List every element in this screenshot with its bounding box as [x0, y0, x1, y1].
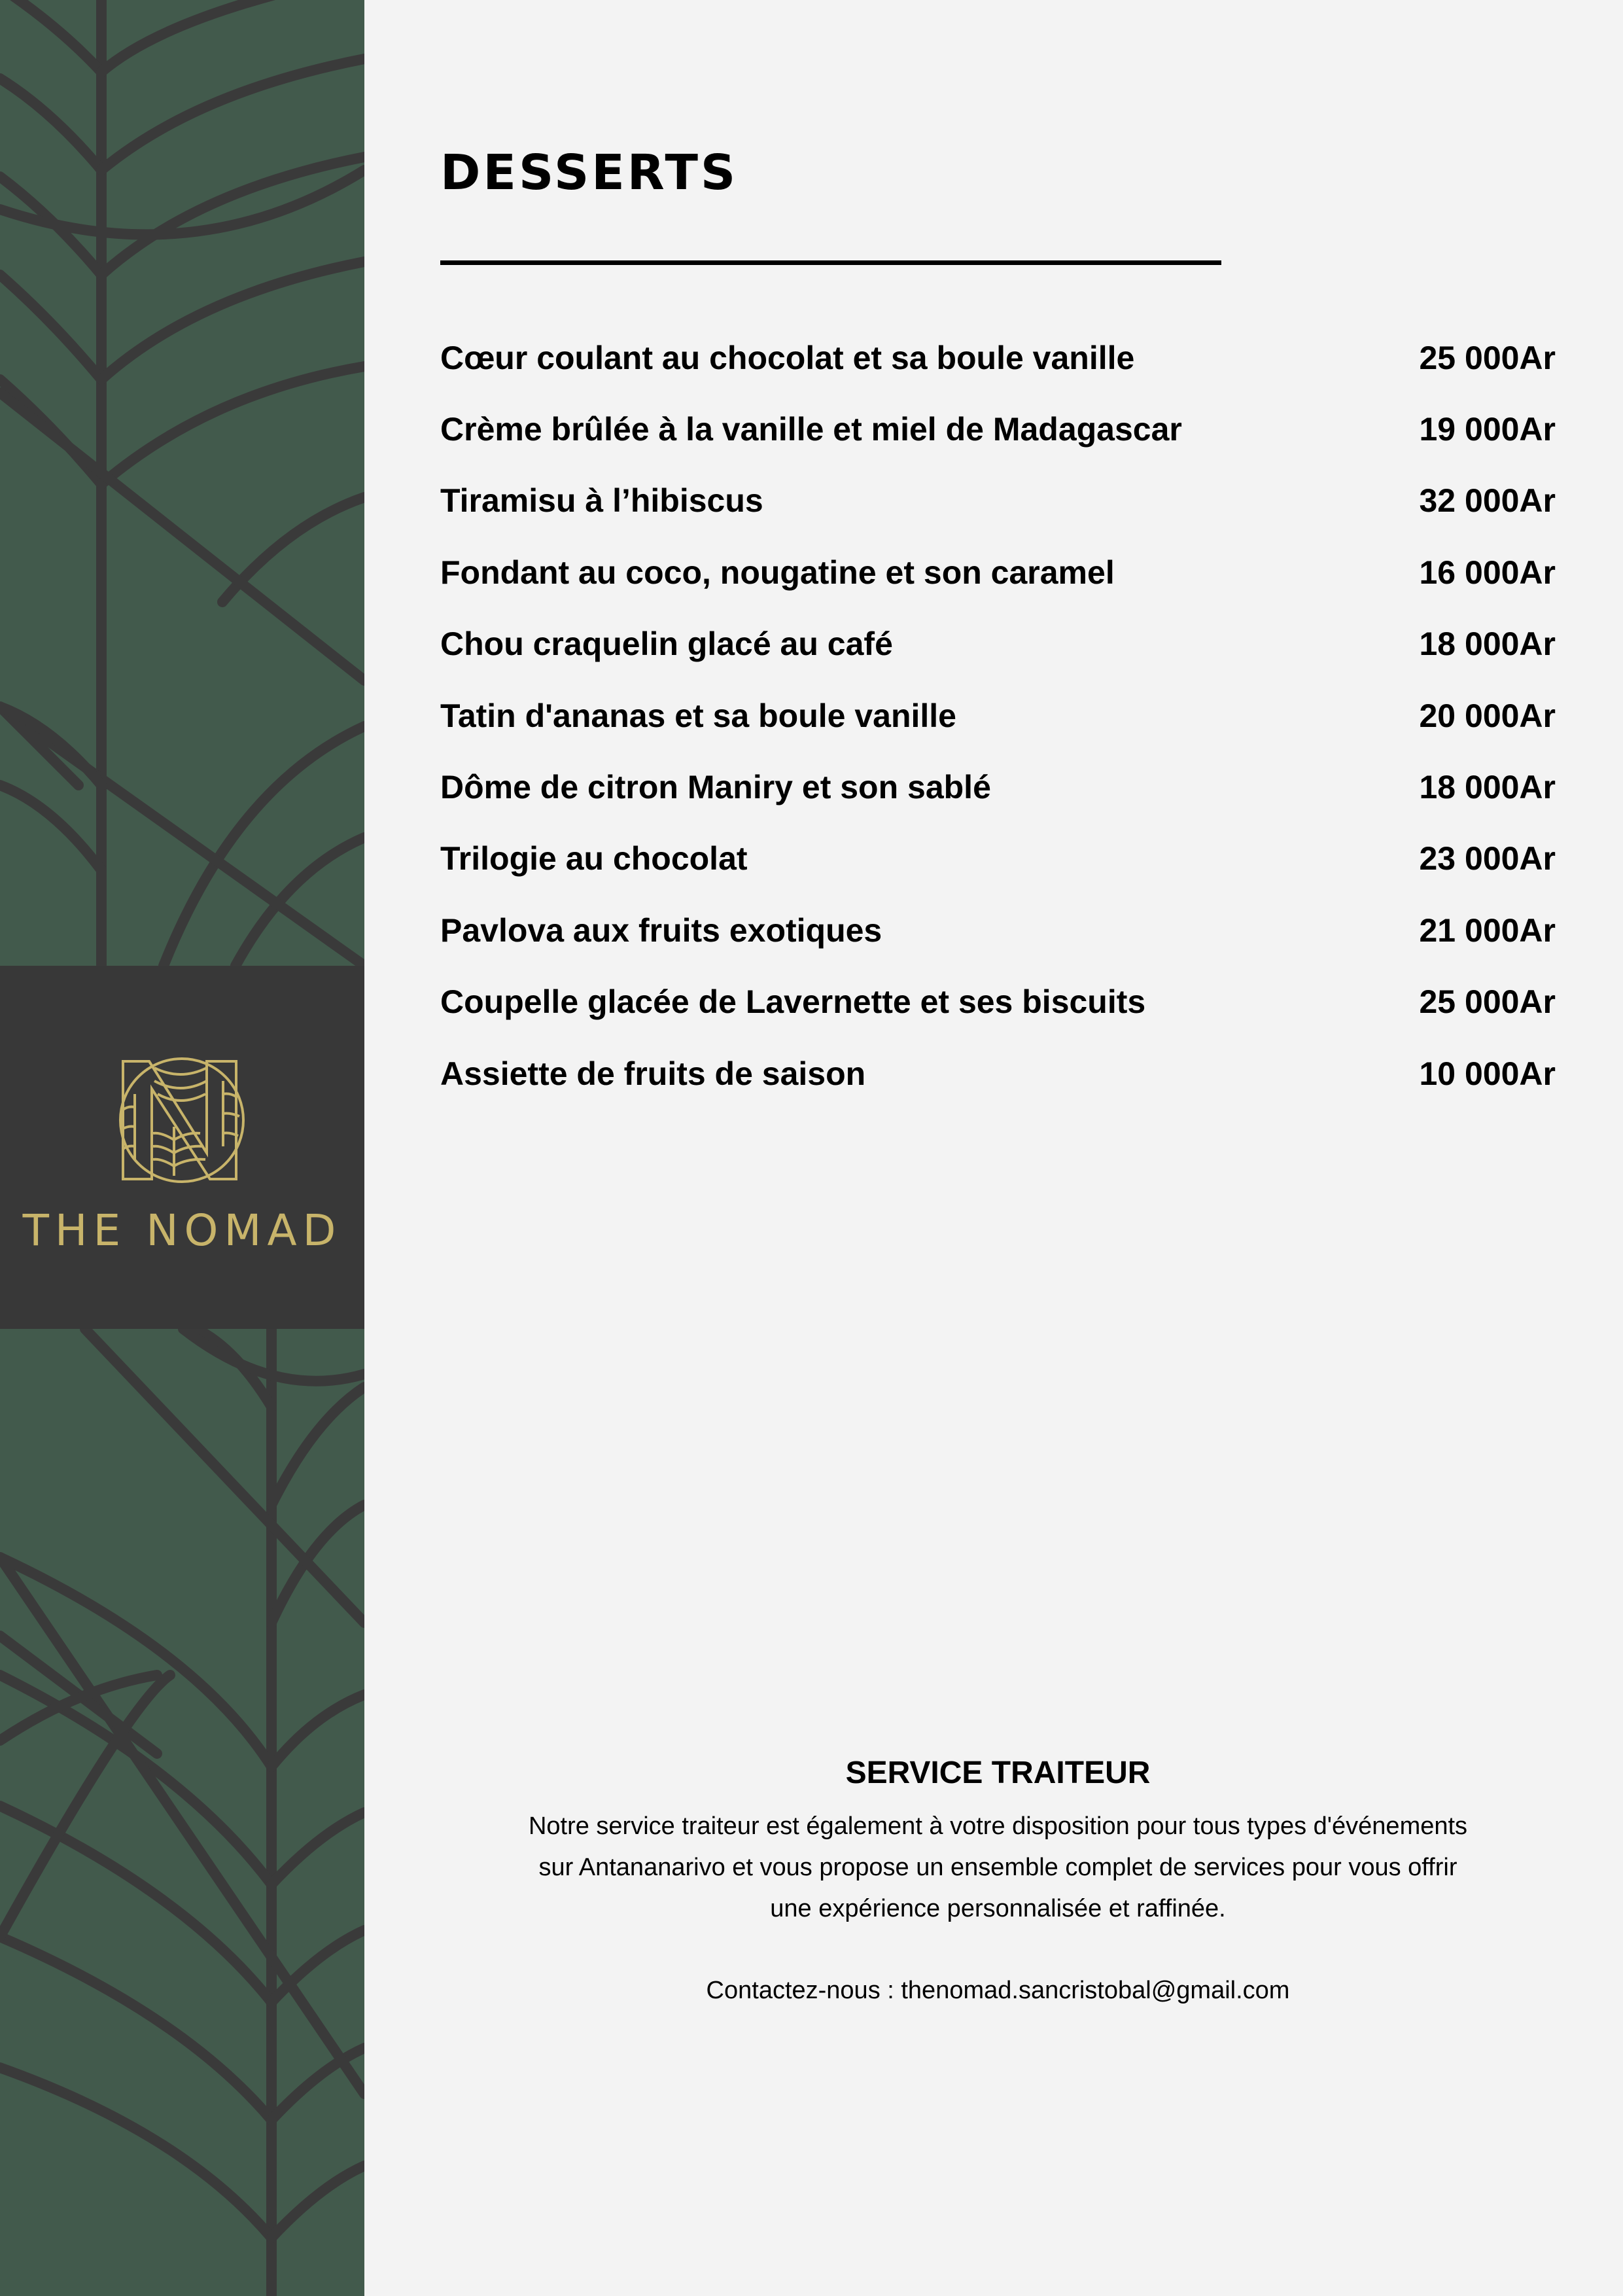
menu-item-price: 23 000Ar: [1419, 840, 1556, 877]
menu-item: [440, 465, 1556, 537]
menu-item: [440, 966, 1556, 1038]
catering-title: SERVICE TRAITEUR: [845, 1756, 1151, 1790]
dessert-menu-list: [440, 322, 1556, 1109]
brand-name: THE NOMAD: [22, 1205, 342, 1256]
menu-item-price: 21 000Ar: [1419, 911, 1556, 949]
menu-item-name: Tiramisu à l’hibiscus: [440, 482, 763, 520]
menu-item-name: Chou craquelin glacé au café: [440, 626, 893, 663]
menu-item-name: Fondant au coco, nougatine et son caramel: [440, 554, 1115, 591]
menu-item-name: Coupelle glacée de Lavernette et ses biscuits: [440, 983, 1146, 1021]
menu-item: [440, 823, 1556, 894]
menu-item-name: Assiette de fruits de saison: [440, 1055, 866, 1092]
menu-item: [440, 322, 1556, 393]
menu-item-price: 25 000Ar: [1419, 339, 1556, 376]
menu-item: [440, 894, 1556, 966]
page-title: DESSERTS: [440, 145, 739, 201]
menu-item: [440, 751, 1556, 822]
menu-item-price: 32 000Ar: [1419, 482, 1556, 520]
menu-item-price: 25 000Ar: [1419, 983, 1556, 1021]
title-divider: [440, 260, 1221, 265]
menu-item-price: 18 000Ar: [1419, 769, 1556, 806]
menu-item-price: 16 000Ar: [1419, 554, 1556, 591]
catering-line: sur Antananarivo et vous propose un ensemble complet de services pour vous offrir: [538, 1854, 1457, 1881]
menu-item-price: 10 000Ar: [1419, 1055, 1556, 1092]
menu-item-name: Dôme de citron Maniry et son sablé: [440, 769, 991, 806]
menu-item-price: 18 000Ar: [1419, 626, 1556, 663]
menu-item-name: Pavlova aux fruits exotiques: [440, 911, 882, 949]
menu-item-name: Tatin d'ananas et sa boule vanille: [440, 697, 956, 734]
catering-line: une expérience personnalisée et raffinée.: [770, 1895, 1226, 1922]
catering-section: [440, 1748, 1556, 2011]
menu-item: [440, 680, 1556, 751]
menu-item-name: Crème brûlée à la vanille et miel de Madagascar: [440, 411, 1182, 448]
menu-item-price: 20 000Ar: [1419, 697, 1556, 734]
catering-line: Notre service traiteur est également à votre disposition pour tous types d'événements: [528, 1812, 1468, 1840]
menu-item-name: Trilogie au chocolat: [440, 840, 748, 877]
menu-item-name: Cœur coulant au chocolat et sa boule vanille: [440, 339, 1135, 376]
menu-item-price: 19 000Ar: [1419, 411, 1556, 448]
menu-item: [440, 393, 1556, 465]
menu-item: [440, 609, 1556, 680]
contact-email: Contactez-nous : thenomad.sancristobal@gmail.com: [706, 1977, 1290, 2004]
menu-item: [440, 537, 1556, 608]
nomad-logo-icon: [109, 1055, 255, 1186]
menu-item: [440, 1038, 1556, 1109]
catering-description: [440, 1806, 1556, 1930]
